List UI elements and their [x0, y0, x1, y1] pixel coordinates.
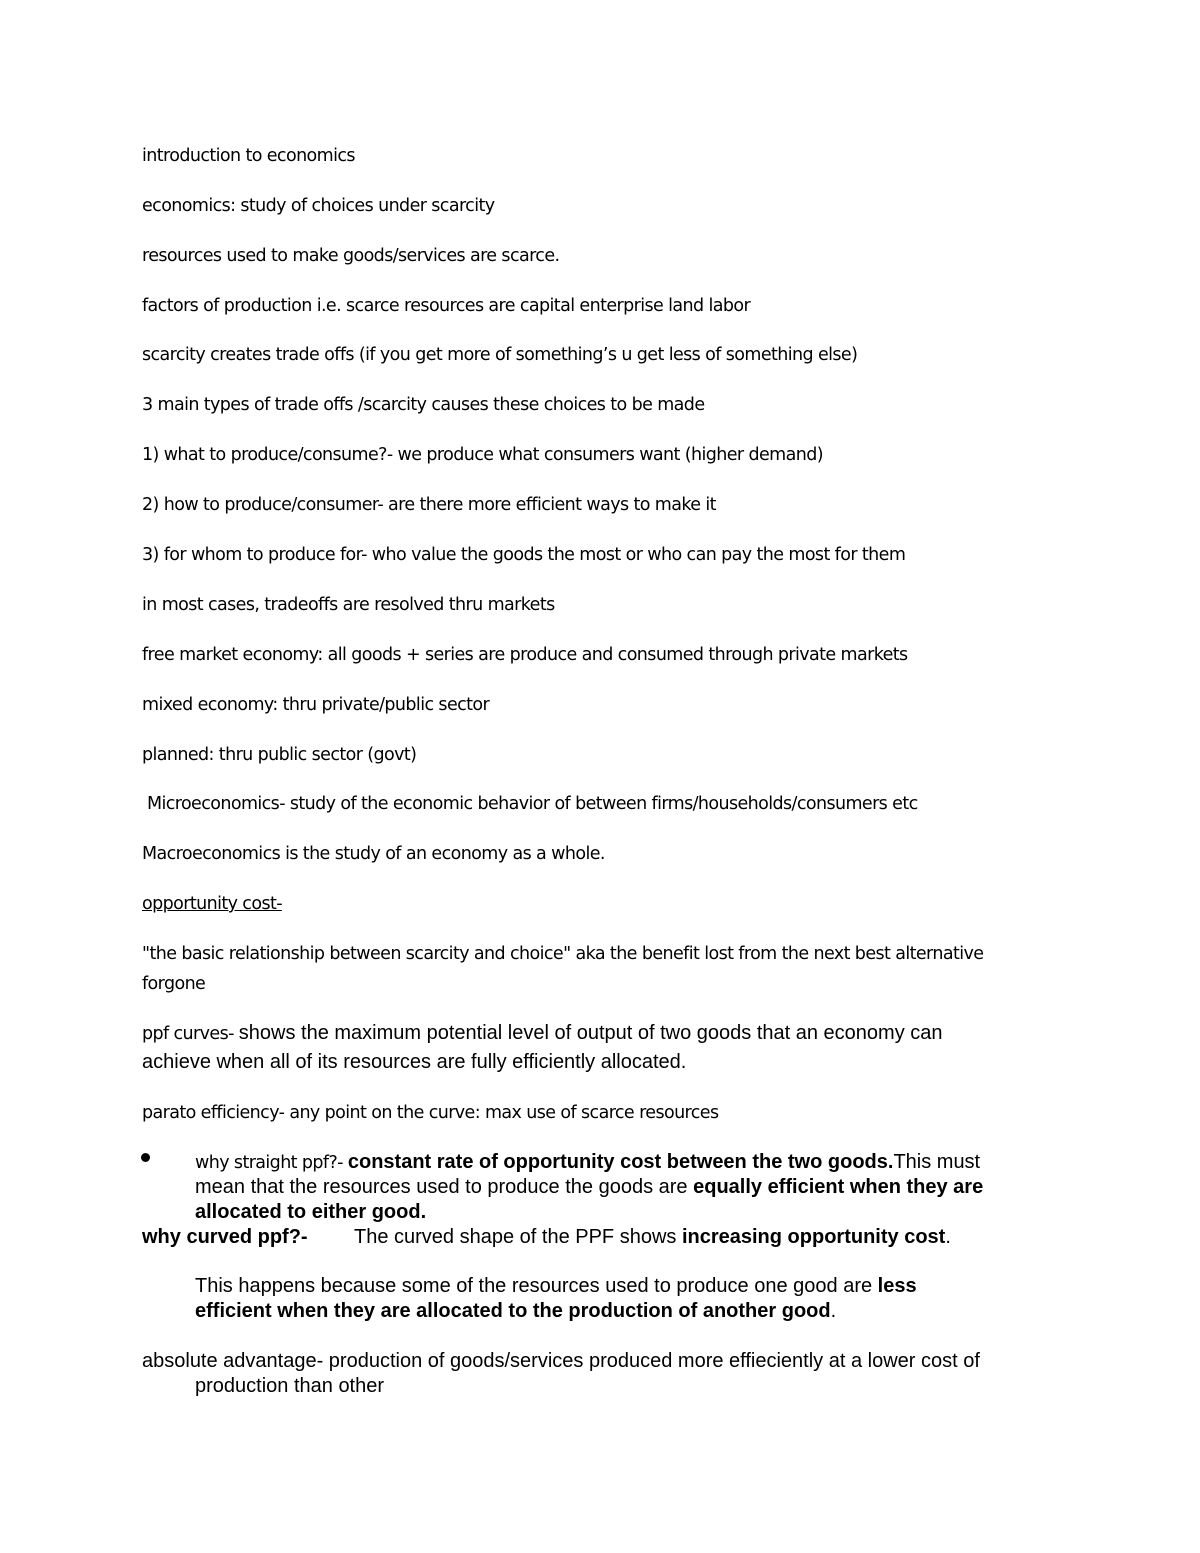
note-line: economics: study of choices under scarcity — [142, 196, 495, 216]
ppf-term: ppf curves- — [142, 1024, 239, 1044]
ppf-text: shows the maximum potential level of output of two goods that an economy can — [238, 1022, 943, 1044]
straight-ppf-bold-3: allocated to either good. — [195, 1201, 427, 1223]
straight-ppf-term: why straight ppf?- — [195, 1153, 348, 1173]
straight-ppf-line — [195, 1150, 980, 1176]
note-line: 1) what to produce/consume?- we produce what consumers want (higher demand) — [142, 445, 823, 465]
ppf-definition-cont: achieve when all of its resources are fully efficiently allocated. — [142, 1051, 687, 1073]
straight-ppf-bold: constant rate of opportunity cost between the two goods. — [347, 1151, 894, 1173]
curved-ppf-explanation-bold: less — [877, 1275, 917, 1297]
parato-efficiency: parato efficiency- any point on the curve: max use of scarce resources — [142, 1103, 719, 1123]
curved-ppf-explanation-2 — [195, 1299, 836, 1324]
curved-ppf-explanation-text: This happens because some of the resources used to produce one good are — [195, 1275, 878, 1297]
curved-ppf-explanation-bold-2: efficient when they are allocated to the production of another good — [195, 1300, 831, 1322]
note-line: scarcity creates trade offs (if you get more of something’s u get less of something else) — [142, 345, 858, 365]
curved-ppf-line — [354, 1225, 951, 1250]
curved-ppf-explanation — [195, 1274, 917, 1299]
straight-ppf-bold-2: equally efficient when they are — [693, 1176, 984, 1198]
note-title: introduction to economics — [142, 146, 355, 166]
note-line: free market economy: all goods + series are produce and consumed through private markets — [142, 645, 908, 665]
straight-ppf-text-2: mean that the resources used to produce the goods are — [195, 1176, 694, 1198]
note-line: 3 main types of trade offs /scarcity causes these choices to be made — [142, 395, 705, 415]
note-line: Macroeconomics is the study of an economy as a whole. — [142, 844, 605, 864]
note-line: resources used to make goods/services are scarce. — [142, 246, 560, 266]
curved-ppf-text: The curved shape of the PPF shows — [354, 1226, 682, 1248]
note-line: planned: thru public sector (govt) — [142, 745, 417, 765]
note-line: factors of production i.e. scarce resources are capital enterprise land labor — [142, 296, 751, 316]
straight-ppf-text: This must — [893, 1151, 981, 1173]
straight-ppf-line-2 — [195, 1175, 983, 1200]
curved-ppf-term — [142, 1225, 308, 1250]
absolute-advantage: absolute advantage- production of goods/services produced more effieciently at a lower cost of — [142, 1350, 980, 1372]
curved-ppf-period: . — [945, 1226, 951, 1248]
note-line: mixed economy: thru private/public sector — [142, 695, 490, 715]
note-line: Microeconomics- study of the economic behavior of between firms/households/consumers etc — [142, 794, 918, 814]
curved-ppf-label: why curved ppf?- — [142, 1226, 308, 1248]
note-line: 2) how to produce/consumer- are there more efficient ways to make it — [142, 495, 716, 515]
ppf-definition — [142, 1021, 943, 1047]
bullet-icon — [141, 1153, 150, 1162]
opportunity-cost-definition: "the basic relationship between scarcity and choice" aka the benefit lost from the next best alternative — [142, 944, 984, 964]
opportunity-cost-heading: opportunity cost- — [142, 894, 282, 914]
opportunity-cost-definition-cont: forgone — [142, 974, 206, 994]
note-line: 3) for whom to produce for- who value the goods the most or who can pay the most for them — [142, 545, 906, 565]
note-line: in most cases, tradeoffs are resolved thru markets — [142, 595, 555, 615]
absolute-advantage-cont: production than other — [195, 1375, 385, 1397]
straight-ppf-line-3 — [195, 1200, 426, 1225]
curved-ppf-bold: increasing opportunity cost — [681, 1226, 946, 1248]
curved-ppf-explanation-period: . — [830, 1300, 837, 1322]
